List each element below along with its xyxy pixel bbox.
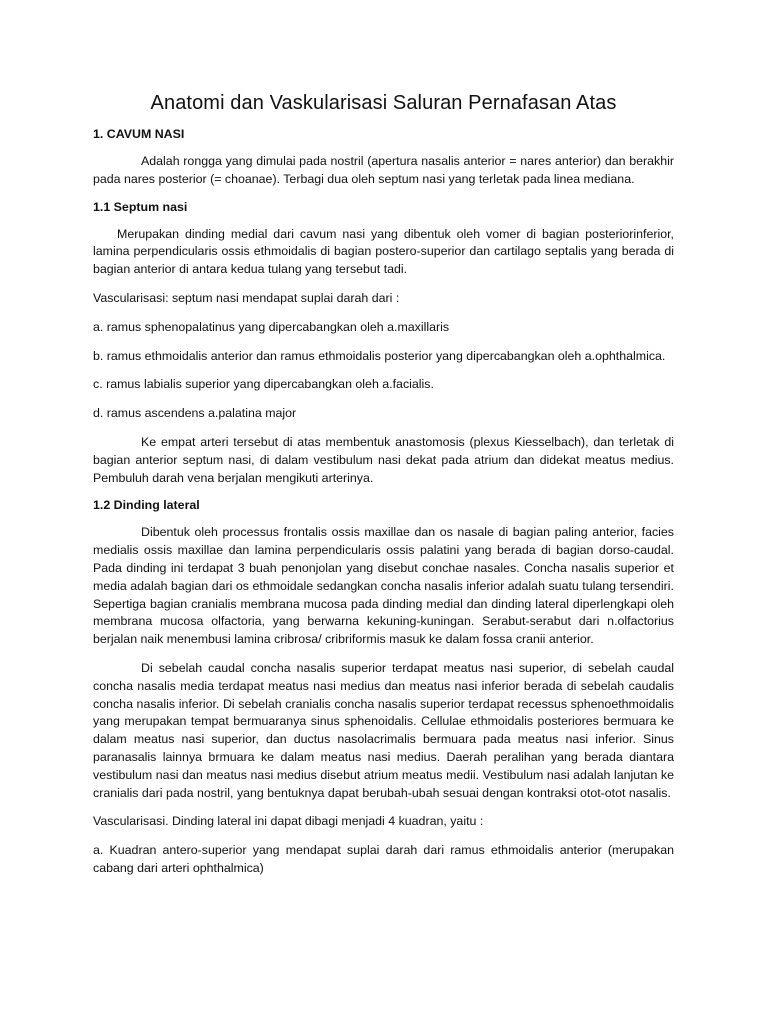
paragraph-septum-nasi: Merupakan dinding medial dari cavum nasi yang dibentuk oleh vomer di bagian posteriorinferior, lamina perpendicularis ossis ethmoidalis di bagian postero-superior dan cartilago septalis yang berada di bagian anterior di antara kedua tulang yang tersebut tadi. — [93, 226, 674, 277]
document-title: Anatomi dan Vaskularisasi Saluran Pernafasan Atas — [150, 92, 617, 114]
paragraph-septum-vascularisation: Vascularisasi: septum nasi mendapat suplai darah dari : — [93, 290, 400, 305]
list-item-septum-b: b. ramus ethmoidalis anterior dan ramus ethmoidalis posterior yang dipercabangkan oleh a.ophthalmica. — [93, 348, 666, 363]
list-item-lateral-a: a. Kuadran antero-superior yang mendapat suplai darah dari ramus ethmoidalis anterior (merupakan cabang dari arteri ophthalmica) — [93, 843, 674, 875]
list-item-septum-d: d. ramus ascendens a.palatina major — [93, 406, 297, 421]
section-heading-septum-nasi: 1.1 Septum nasi — [93, 199, 188, 214]
section-heading-dinding-lateral: 1.2 Dinding lateral — [93, 498, 200, 513]
list-item-septum-a: a. ramus sphenopalatinus yang dipercabangkan oleh a.maxillaris — [93, 319, 450, 334]
paragraph-cavum-nasi-definition: Adalah rongga yang dimulai pada nostril (apertura nasalis anterior = nares anterior) dan berakhir pada nares posterior (= choanae). Terbagi dua oleh septum nasi yang terletak pada linea mediana. — [93, 154, 674, 186]
section-heading-cavum-nasi: 1. CAVUM NASI — [93, 127, 185, 141]
paragraph-dinding-lateral-1: Dibentuk oleh processus frontalis ossis maxillae dan os nasale di bagian paling anterior, facies medialis ossis maxillae dan lamina perpendicularis ossis palatini yang berada di bagian dorso-caudal. Pada dinding ini terdapat 3 buah penonjolan yang disebut conchae nasales. Concha nasalis superior et media adalah bagian dari os ethmoidale sedangkan concha nasalis inferior adalah suatu tulang tersendiri. Sepertiga bagian cranialis membrana mucosa pada dinding medial dan dinding lateral diperlengkapi oleh membrana mucosa olfactoria, yang berwarna kekuning-kuningan. Serabut-serabut dari n.olfactorius berjalan naik menembusi lamina cribrosa/ cribriformis masuk ke dalam fossa cranii anterior. — [93, 525, 674, 647]
paragraph-dinding-lateral-2: Di sebelah caudal concha nasalis superior terdapat meatus nasi superior, di sebelah caudal concha nasalis media terdapat meatus nasi medius dan meatus nasi inferior berada di sebelah caudalis concha nasalis inferior. Di sebelah cranialis concha nasalis superior terdapat recessus sphenoethmoidalis yang merupakan tempat bermuaranya sinus sphenoidalis. Cellulae ethmoidalis posteriores bermuara ke dalam meatus nasi superior, dan ductus nasolacrimalis bermuara pada meatus nasi inferior. Sinus paranasalis lainnya brmuara ke dalam meatus nasi medius. Daerah peralihan yang berada diantara vestibulum nasi dan meatus nasi medius disebut atrium meatus medii. Vestibulum nasi adalah lanjutan ke cranialis dari pada nostril, yang bentuknya dapat berubah-ubah sesuai dengan kontraksi otot-otot nasalis. — [93, 660, 674, 800]
list-item-septum-c: c. ramus labialis superior yang dipercabangkan oleh a.facialis. — [93, 377, 434, 392]
paragraph-kiesselbach: Ke empat arteri tersebut di atas membentuk anastomosis (plexus Kiesselbach), dan terletak di bagian anterior septum nasi, di dalam vestibulum nasi dekat pada atrium dan didekat meatus medius. Pembuluh darah vena berjalan mengikuti arterinya. — [93, 434, 674, 485]
paragraph-lateral-vascularisation: Vascularisasi. Dinding lateral ini dapat dibagi menjadi 4 kuadran, yaitu : — [93, 814, 484, 829]
